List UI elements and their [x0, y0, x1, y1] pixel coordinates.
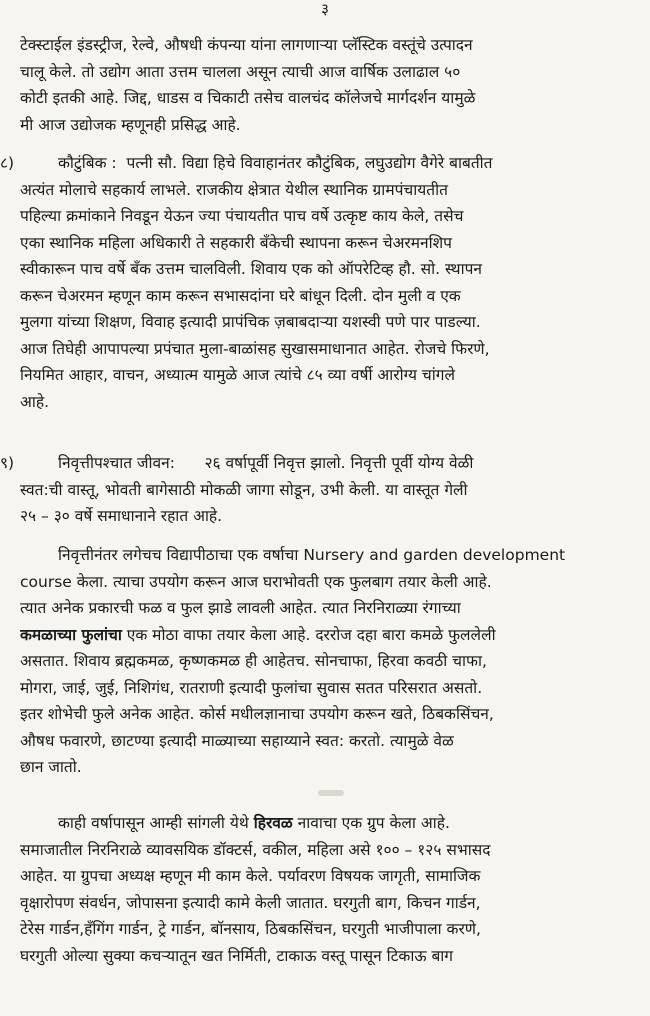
text-segment: काही वर्षापासून आम्ही सांगली येथे — [58, 814, 254, 832]
text-line: स्वीकारून पाच वर्षे बँक उत्तम चालविली. शिवाय एक को ऑपरेटिव्ह हौ. सो. स्थापन — [20, 260, 483, 278]
text-line: मुलगा यांच्या शिक्षण, विवाह इत्यादी प्रापंचिक ज़बाबदाऱ्या यशस्वी पणे पार पाडल्या. — [20, 313, 481, 331]
text-line: आज तिघेही आपापल्या प्रपंचात मुला-बाळांसह सुखासमाधानात आहेत. रोजचे फिरणे, — [20, 339, 490, 358]
text-line: छान जातो. — [20, 758, 82, 776]
text-line: course केला. त्याचा उपयोग करून आज घराभोवती एक फुलबाग तयार केली आहे. — [20, 572, 492, 591]
section-heading: कौटुंबिक : — [58, 154, 117, 172]
text-line: असतात. शिवाय ब्रह्मकमळ, कृष्णकमळ ही आहेतच. सोनचाफा, हिरवा कवठी चाफा, — [20, 652, 487, 670]
text-line: टेक्स्टाईल इंडस्ट्रीज, रेल्वे, औषधी कंपन्या यांना लागणाऱ्या प्लॅस्टिक वस्तूंचे उत्पादन — [20, 36, 473, 54]
section-heading: निवृत्तीपश्चात जीवन: — [58, 454, 175, 472]
scan-smudge — [318, 790, 344, 796]
text-line: घरगुती ओल्या सुक्या कचऱ्यातून खत निर्मिती, टाकाऊ वस्तू पासून टिकाऊ बाग — [20, 946, 454, 965]
text-line: इतर शोभेची फुले अनेक आहेत. कोर्स मधीलज्ञानाचा उपयोग करून खते, ठिबकसिंचन, — [20, 705, 494, 723]
text-segment: नावाचा एक ग्रुप केला आहे. — [292, 814, 450, 832]
text-line: समाजातील निरनिराळे व्यावसयिक डॉक्टर्स, वकील, महिला असे १०० – १२५ सभासद — [20, 840, 491, 859]
paragraph-nursery — [20, 542, 632, 781]
text-line: कोटी इतकी आहे. जिद्द, धाडस व चिकाटी तसेच वालचंद कॉलेजचे मार्गदर्शन यामुळे — [20, 89, 476, 107]
text-line-bold-mid — [20, 810, 632, 837]
bold-phrase: कमळाच्या फुलांचा — [20, 625, 122, 644]
text-line: मोगरा, जाई, जुई, निशिगंध, रातराणी इत्यादी फुलांचा सुवास सतत परिसरात असतो. — [20, 678, 483, 697]
text-line: पत्नी सौ. विद्या हिचे विवाहानंतर कौटुंबिक, लघुउद्योग वैगेरे बाबतीत — [126, 154, 493, 172]
text-line-rest: एक मोठा वाफा तयार केला आहे. दररोज दहा बारा कमळे फुललेली — [121, 625, 496, 644]
text-line: पहिल्या क्रमांकाने निवडून येऊन ज्या पंचायतीत पाच वर्षे उत्कृष्ट काय केले, तसेच — [20, 207, 464, 225]
text-line: एका स्थानिक महिला अधिकारी ते सहकारी बँकेची स्थापना करून चेअरमनशिप — [20, 233, 452, 252]
page-number: ३ — [321, 0, 329, 18]
text-line: टेरेस गार्डन,हँगिंग गार्डन, ट्रे गार्डन, बॉनसाय, ठिबकसिंचन, घरगुती भाजीपाला करणे, — [20, 920, 481, 938]
text-line: २६ वर्षापूर्वी निवृत्त झालो. निवृत्ती पूर्वी योग्य वेळी — [204, 454, 474, 472]
section-number: ९) — [0, 454, 15, 472]
paragraph-hirval — [20, 810, 632, 969]
text-line: त्यात अनेक प्रकारची फळ व फुल झाडे लावली आहेत. त्यात निरनिराळ्या रंगाच्या — [20, 599, 461, 617]
text-line: स्वत:ची वास्तू, भोवती बागेसाठी मोकळी जागा सोडून, उभी केली. या वास्तूत गेली — [20, 480, 468, 499]
section-number: ८) — [0, 154, 15, 172]
text-line: मी आज उद्योजक म्हणूनही प्रसिद्ध आहे. — [20, 115, 241, 134]
section-heading-line — [20, 450, 632, 477]
text-line: करून चेअरमन म्हणून काम करून सभासदांना घरे बांधून दिली. दोन मुली व एक — [20, 286, 461, 305]
text-line: वृक्षारोपण संवर्धन, जोपासना इत्यादी कामे केली जातात. घरगुती बाग, किचन गार्डन, — [20, 893, 481, 912]
section-retirement — [20, 450, 632, 530]
section-family — [20, 150, 632, 415]
text-line: २५ – ३० वर्षे समाधानाने रहात आहे. — [20, 507, 223, 525]
text-line: आहेत. या ग्रुपचा अध्यक्ष म्हणून मी काम केले. पर्यावरण विषयक जागृती, सामाजिक — [20, 867, 481, 885]
text-line: औषध फवारणे, छाटण्या इत्यादी माळ्याच्या सहाय्याने स्वत: करतो. त्यामुळे वेळ — [20, 731, 454, 750]
bold-phrase: हिरवळ — [253, 814, 293, 832]
text-line: अत्यंत मोलाचे सहकार्य लाभले. राजकीय क्षेत्रात येथील स्थानिक ग्रामपंचायतीत — [20, 180, 448, 199]
text-line: निवृत्तीनंतर लगेचच विद्यापीठाचा एक वर्षाचा Nursery and garden development — [58, 546, 566, 564]
text-line: आहे. — [20, 392, 49, 411]
paragraph-industry — [20, 32, 632, 138]
section-heading-line — [20, 150, 632, 177]
text-line: चालू केले. तो उद्योग आता उत्तम चालला असून त्याची आज वार्षिक उलाढाल ५० — [20, 62, 461, 81]
text-line-bold-start — [20, 622, 632, 649]
text-line: नियमित आहार, वाचन, अध्यात्म यामुळे आज त्यांचे ८५ व्या वर्षी आरोग्य चांगले — [20, 366, 455, 384]
